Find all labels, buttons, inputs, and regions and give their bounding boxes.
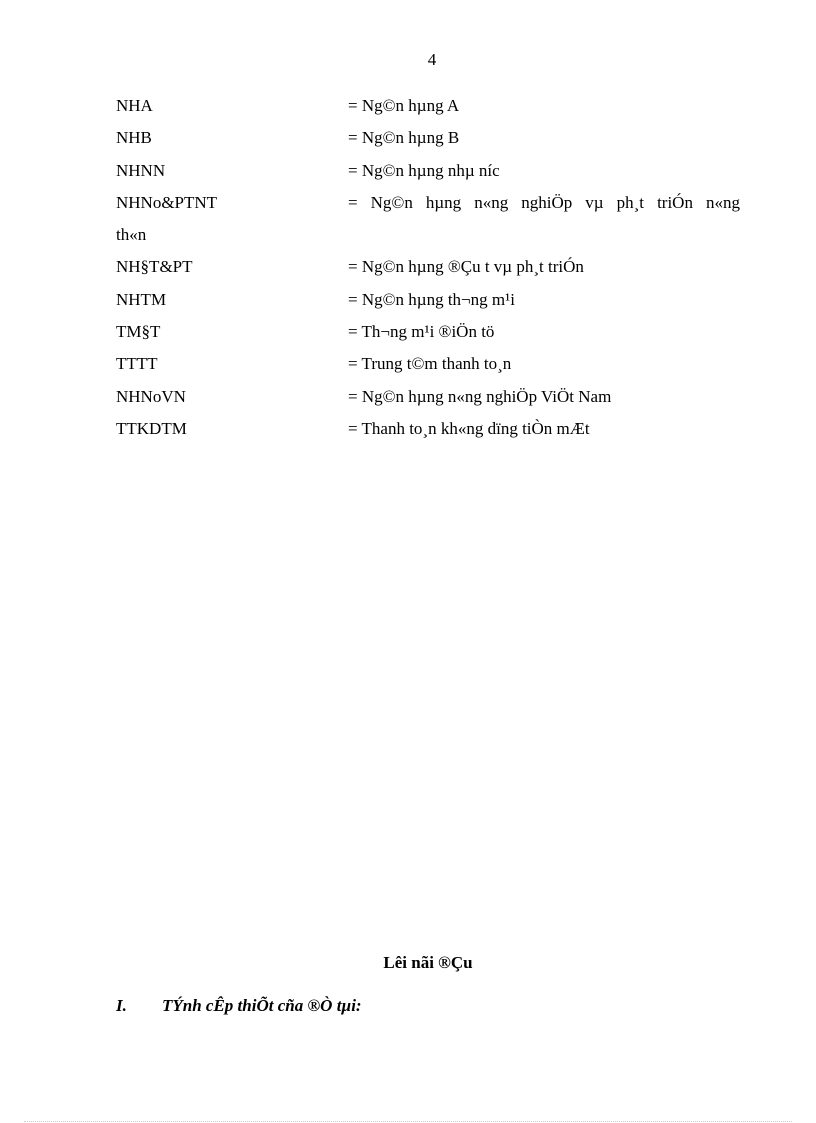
abbreviation-definition: = Ng©n hµng nhµ níc bbox=[348, 160, 500, 180]
abbreviation-definition: = Ng©n hµng A bbox=[348, 96, 460, 115]
section-heading: Lêi nãi ®Çu bbox=[383, 953, 473, 972]
abbreviation-term: NHNN bbox=[116, 160, 166, 180]
abbreviation-definition: = Ng©n hµng n«ng nghiÖp vµ ph¸t triÓn n«ng bbox=[348, 192, 740, 212]
abbreviation-list bbox=[116, 95, 740, 450]
abbreviation-row bbox=[116, 95, 740, 127]
subsection-heading bbox=[116, 996, 362, 1016]
abbreviation-definition: = Thanh to¸n kh«ng dïng tiÒn mÆt bbox=[348, 418, 590, 438]
abbreviation-definition: = Trung t©m thanh to¸n bbox=[348, 354, 512, 374]
abbreviation-row bbox=[116, 386, 740, 418]
abbreviation-term: NHNo&PTNT bbox=[116, 192, 218, 212]
abbreviation-row bbox=[116, 160, 740, 192]
abbreviation-definition: = Ng©n hµng B bbox=[348, 128, 460, 148]
abbreviation-row bbox=[116, 418, 740, 450]
abbreviation-term: NH§T&PT bbox=[116, 257, 193, 277]
abbreviation-row bbox=[116, 353, 740, 385]
abbreviation-definition: = Ng©n hµng ®Çu t vµ ph¸t triÓn bbox=[348, 257, 584, 277]
abbreviation-term: TTTT bbox=[116, 354, 158, 374]
abbreviation-row bbox=[116, 289, 740, 321]
abbreviation-definition: = Ng©n hµng n«ng nghiÖp ViÖt Nam bbox=[348, 386, 612, 406]
abbreviation-term: NHNoVN bbox=[116, 386, 186, 406]
abbreviation-row bbox=[116, 127, 740, 159]
abbreviation-definition: = Ng©n hµng th¬ng m¹i bbox=[348, 289, 515, 309]
page-bottom-border bbox=[24, 1121, 792, 1122]
abbreviation-wrap bbox=[116, 192, 740, 257]
abbreviation-row bbox=[116, 321, 740, 353]
abbreviation-term: TTKDTM bbox=[116, 418, 187, 438]
abbreviation-term: NHA bbox=[116, 96, 153, 115]
abbreviation-row bbox=[116, 192, 740, 257]
abbreviation-row bbox=[116, 256, 740, 288]
abbreviation-definition: = Th¬ng m¹i ®iÖn tö bbox=[348, 322, 495, 342]
abbreviation-term: TM§T bbox=[116, 322, 161, 342]
page-number: 4 bbox=[427, 50, 437, 69]
abbreviation-term: NHB bbox=[116, 128, 152, 148]
subsection-title: TÝnh cÊp thiÕt cña ®Ò tµi: bbox=[162, 996, 362, 1015]
abbreviation-definition-continuation: th«n bbox=[116, 225, 147, 245]
subsection-number: I. bbox=[116, 996, 127, 1015]
abbreviation-term: NHTM bbox=[116, 289, 167, 309]
